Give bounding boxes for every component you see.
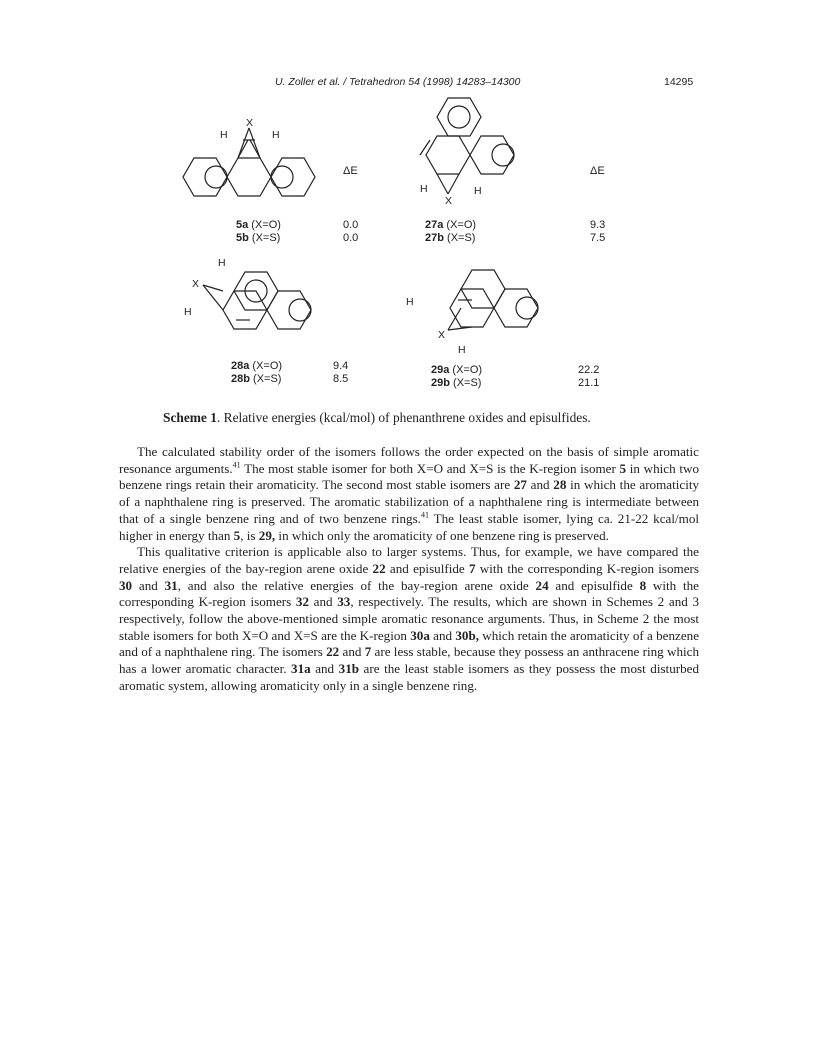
compound-label: 29b (X=S)	[431, 377, 482, 389]
running-title: U. Zoller et al. / Tetrahedron 54 (1998) 14283–14300	[275, 76, 521, 88]
scheme-1-figure	[0, 0, 816, 420]
compound-label: 5a (X=O)	[236, 219, 281, 231]
atom-h: H	[474, 185, 482, 197]
atom-x: X	[192, 278, 200, 290]
body-text	[119, 444, 699, 695]
energy-value: 0.0	[343, 219, 359, 231]
compound-label: 27a (X=O)	[425, 219, 477, 231]
paragraph: This qualitative criterion is applicable also to larger systems. Thus, for example, we have compared the relative energies of the bay-region arene oxide 22 and episulfide 7 with the corresponding K-region isomers 30 and 31, and also the relative energies of the bay-region arene oxide 24 and episulfide 8 with the corresponding K-region isomers 32 and 33, respectively. The results, which are shown in Schemes 2 and 3 respectively, follow the above-mentioned simple aromatic resonance arguments. Thus, in Scheme 2 the most stable isomers for both X=O and X=S are the K-region 30a and 30b, which retain the aromaticity of a benzene and of a naphthalene ring. The isomers 22 and 7 are less stable, because they possess an anthracene ring which has a lower aromatic character. 31a and 31b are the least stable isomers as they possess the most disturbed aromatic system, allowing aromaticity only in a single benzene ring.	[119, 544, 700, 693]
atom-x: X	[445, 195, 453, 207]
compound-label: 5b (X=S)	[236, 232, 281, 244]
compound-label: 27b (X=S)	[425, 232, 476, 244]
scheme-caption	[163, 410, 723, 426]
atom-x: X	[438, 329, 446, 341]
structure-5	[183, 128, 315, 196]
atom-h: H	[220, 129, 228, 141]
compound-label: 28b (X=S)	[231, 373, 282, 385]
structure-28	[203, 272, 311, 329]
structure-29	[448, 270, 538, 330]
compound-label: 29a (X=O)	[431, 364, 483, 376]
caption-text: . Relative energies (kcal/mol) of phenanthrene oxides and episulfides.	[216, 410, 591, 425]
atom-h: H	[406, 296, 414, 308]
energy-value: 8.5	[333, 373, 349, 385]
atom-h: H	[272, 129, 280, 141]
atom-h: H	[218, 257, 226, 269]
energy-value: 9.4	[333, 360, 349, 372]
scheme-structures	[0, 0, 816, 420]
energy-value: 21.1	[578, 377, 600, 389]
page-number: 14295	[664, 76, 694, 88]
atom-h: H	[458, 344, 466, 356]
atom-h: H	[420, 183, 428, 195]
energy-value: 0.0	[343, 232, 359, 244]
caption-label: Scheme 1	[163, 410, 217, 425]
energy-value: 22.2	[578, 364, 600, 376]
energy-value: 9.3	[590, 219, 606, 231]
atom-h: H	[184, 306, 192, 318]
atom-x: X	[246, 117, 254, 129]
energy-value: 7.5	[590, 232, 606, 244]
paragraph: The calculated stability order of the isomers follows the order expected on the basis of simple aromatic resonance arguments.$^{41}$ The most stable isomer for both X=O and X=S is the K-region isomer 5 in which two benzene rings retain their aromaticity. The second most stable isomers are 27 and 28 in which the aromaticity of a naphthalene ring is preserved. The aromatic stabilization of a naphthalene ring is intermediate between that of a single benzene ring and of two benzene rings.$^{41}$ The least stable isomer, lying ca. 21-22 kcal/mol higher in energy than 5, is 29, in which only the aromaticity of one benzene ring is preserved.	[119, 444, 700, 543]
structure-27	[420, 98, 514, 194]
compound-label: 28a (X=O)	[231, 360, 283, 372]
delta-e-heading: ΔE	[590, 165, 605, 177]
delta-e-heading: ΔE	[343, 165, 358, 177]
